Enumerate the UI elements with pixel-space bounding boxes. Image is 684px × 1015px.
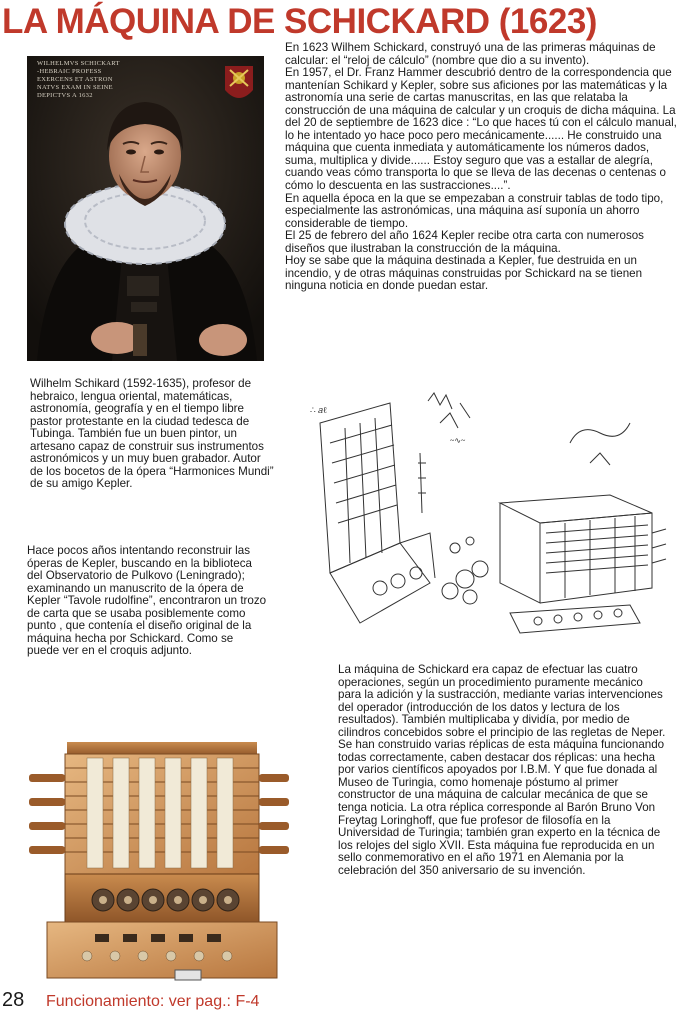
functioning-reference-link[interactable]: Funcionamiento: ver pag.: F-4 bbox=[46, 993, 260, 1010]
portrait-inscription bbox=[37, 60, 120, 100]
intro-paragraph: El 25 de febrero del año 1624 Kepler recibe otra carta con numerosos diseños que ilustraban la construcción de la máquina. bbox=[285, 229, 644, 255]
inscription-line: -HEBRAIC PROFESS bbox=[37, 68, 102, 75]
discovery-text: Hace pocos años intentando reconstruir las óperas de Kepler, buscando en la biblioteca del Observatorio de Pulkovo (Leningrado); examinando un manuscrito de la ópera de Kepler “Tavole rudolfine”, encontraron un trozo de carta que se usaba posiblemente como punto , que contenía el diseño original de la máquina hecha por Schickard. Como se puede ver en el croquis adjunto. bbox=[27, 544, 267, 658]
intro-text bbox=[285, 42, 678, 293]
inscription-line: DEPICTVS A 1632 bbox=[37, 92, 93, 99]
machine-sketch-image bbox=[300, 383, 676, 641]
inscription-line: NATVS EXAM IN SEINE bbox=[37, 84, 113, 91]
intro-paragraph: En aquella época en la que se empezaban a construir tablas de todo tipo, especialmente las astronómicas, una máquina así suponía un ahorro considerable de tiempo. bbox=[285, 191, 664, 230]
bio-caption: Wilhelm Schikard (1592-1635), profesor de hebraico, lengua oriental, matemáticas, astronomía, geografía y en el tiempo libre pastor protestante en la ciudad tedesca de Tubinga. También fue un buen pintor, un artesano capaz de construir sus instrumentos astronómicos y un muy buen grabador. Autor de los bocetos de la ópera “Harmonices Mundi” de su amigo Kepler. bbox=[30, 377, 274, 491]
svg-text:∴ 𝑎ℓ: ∴ 𝑎ℓ bbox=[310, 405, 328, 415]
inscription-line: EXERCENS ET ASTRON bbox=[37, 76, 113, 83]
inscription-line: WILHELMVS SCHICKART bbox=[37, 60, 120, 67]
machine-description bbox=[338, 664, 668, 877]
svg-text:~∿~: ~∿~ bbox=[450, 436, 466, 445]
machine-replica-image bbox=[25, 738, 290, 988]
intro-paragraph: En 1957, el Dr. Franz Hammer descubrió dentro de la correspondencia que mantenían Schikard y Kepler, sobre sus aficiones por las matemáticas y la astronomía una serie de cartas manuscritas, en las que relataba la construcción de una máquina de calcular y un croquis de dicha máquina. La del 20 de septiembre de 1623 dice : “Lo que haces tú con el cálculo manual, lo he intentado yo hace poco pero mecánicamente...... He construido una máquina que cuenta inmediata y automáticamente los números dados, suma, multiplica y divide...... Estoy seguro que vas a estallar de alegría, cuando veas cómo transporta lo que se lleva de las decenas o centenas o cómo lo descuenta en las sustracciones....”. bbox=[285, 66, 677, 193]
schickard-portrait-image bbox=[27, 56, 264, 361]
page-number: 28 bbox=[2, 989, 25, 1011]
machine-paragraph: La máquina de Schickard era capaz de efectuar las cuatro operaciones, según un procedimiento puramente mecánico para la adición y la sustracción, mediante varias intervenciones del operador (introducción de los datos y lectura de los resultados). También multiplicaba y dividía, por medio de cilindros concebidos sobre el principio de las regletas de Neper. bbox=[338, 663, 666, 739]
intro-paragraph: Hoy se sabe que la máquina destinada a Kepler, fue destruida en un incendio, y de otras máquinas construidas por Schickard na se tienen ninguna noticia en donde puedan estar. bbox=[285, 254, 643, 293]
intro-paragraph: En 1623 Wilhem Schickard, construyó una de las primeras máquinas de calcular: el “reloj de cálculo” (nombre que dio a su invento). bbox=[285, 41, 656, 67]
machine-paragraph: Se han construido varias réplicas de esta máquina funcionando todas correctamente, caben destacar dos réplicas: una hecha por varios científicos apoyados por I.B.M. Y que fue donada al Museo de Turingia, como homenaje póstumo al primer constructor de una máquina de calcular mecánica de que se tenga noticia. La otra réplica corresponde al Barón Bruno Von Freytag Loringhoff, que fue profesor de filosofía en la Universidad de Turingia; también gran experto en la técnica de los relojes del siglo XVII. Esta máquina fue reproducida en un sello conmemorativo en el año 1971 en Alemania por la celebración del 350 aniversario de su invención. bbox=[338, 738, 665, 877]
page-title: LA MÁQUINA DE SCHICKARD (1623) bbox=[2, 2, 597, 41]
coat-of-arms-icon bbox=[225, 66, 253, 98]
